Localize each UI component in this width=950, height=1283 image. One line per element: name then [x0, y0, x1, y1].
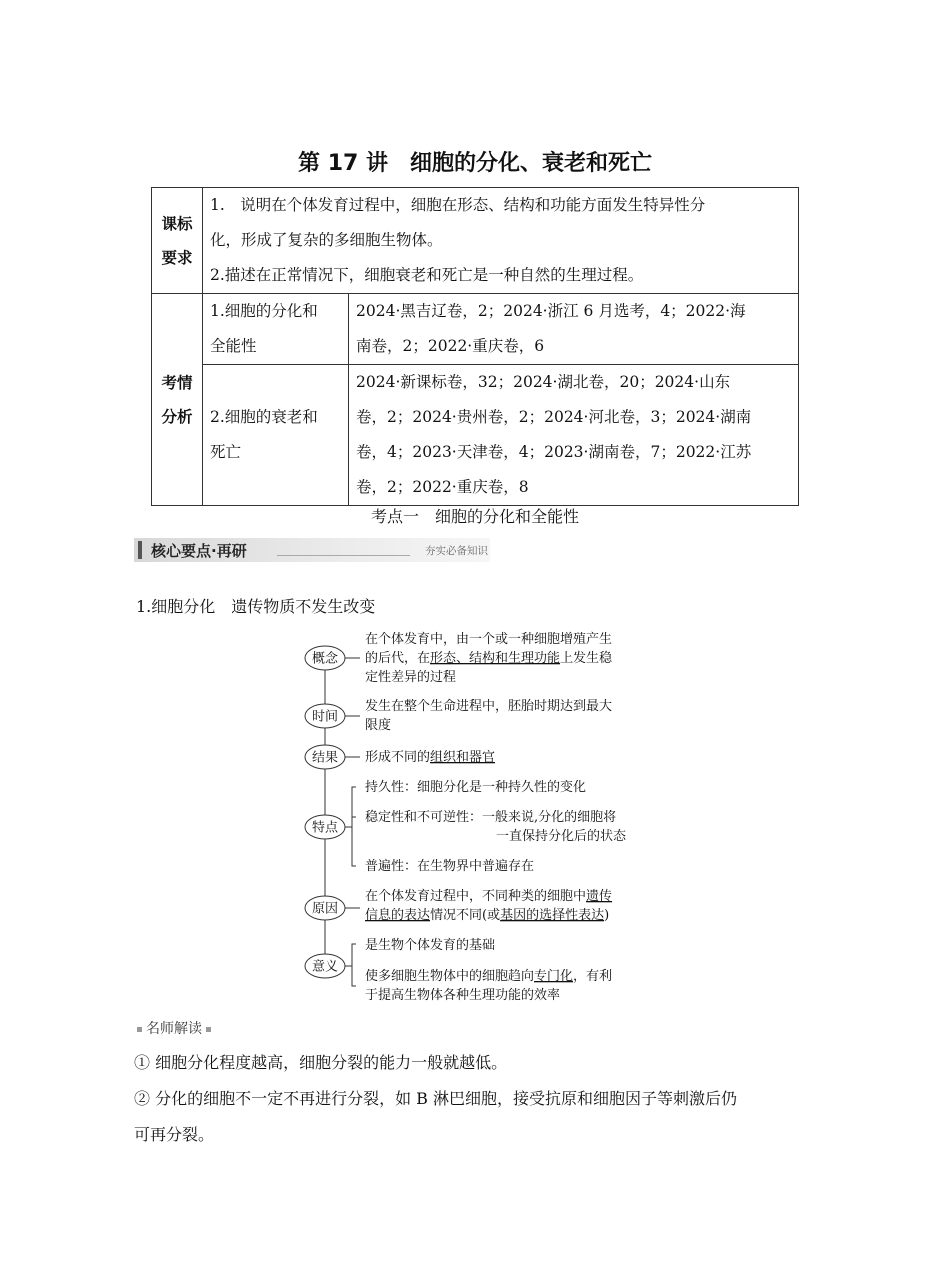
req-head-cell [152, 188, 203, 294]
concept-text: 定性差异的过程 [365, 670, 457, 685]
square-icon [206, 1027, 211, 1032]
meaning-text: 于提高生物体各种生理功能的效率 [365, 988, 561, 1003]
section-caption: 考点一 细胞的分化和全能性 [370, 507, 579, 526]
exams-line: 卷，4；2023·天津卷，4；2023·湖南卷，7；2022·江苏 [356, 443, 752, 461]
bracket-line [345, 787, 356, 866]
req-line: 1. 说明在个体发育过程中，细胞在形态、结构和功能方面发生特异性分 [210, 196, 706, 214]
result-text: 形成不同的组织和器官 [365, 750, 496, 765]
meaning-text: 使多细胞生物体中的细胞趋向专门化，有利 [365, 969, 613, 984]
exams-line: 卷，2；2022·重庆卷，8 [356, 478, 529, 496]
exams-cell [349, 365, 799, 506]
ana-head-cell [152, 294, 203, 506]
banner-label: 核心要点·再研 [151, 542, 247, 560]
exams-line: 2024·黑吉辽卷，2；2024·浙江 6 月选考，4；2022·海 [356, 302, 746, 320]
req-line: 2.描述在正常情况下，细胞衰老和死亡是一种自然的生理过程。 [210, 266, 644, 284]
table-row [152, 294, 799, 365]
req-head-line: 课标 [161, 213, 193, 233]
node-label: 原因 [311, 901, 339, 917]
note-2-cont: 可再分裂。 [134, 1125, 215, 1144]
exams-cell [349, 294, 799, 365]
req-content-cell [203, 188, 799, 294]
feature-text: 普遍性：在生物界中普遍存在 [365, 859, 535, 874]
concept-map [296, 622, 656, 1008]
topic-line: 1.细胞的分化和 [210, 302, 318, 320]
feature-text: 持久性：细胞分化是一种持久性的变化 [365, 780, 587, 795]
square-icon [137, 1027, 142, 1032]
topic-cell [203, 365, 349, 506]
node-label: 结果 [311, 750, 339, 766]
node-label: 特点 [311, 820, 339, 836]
cause-text: 信息的表达情况不同(或基因的选择性表达) [365, 908, 610, 923]
exams-line: 卷，2；2024·贵州卷，2；2024·河北卷，3；2024·湖南 [356, 408, 752, 426]
feature-text: 稳定性和不可逆性：一般来说,分化的细胞将 [365, 810, 617, 825]
topic-line: 死亡 [210, 443, 242, 461]
time-text: 发生在整个生命进程中，胚胎时期达到最大 [365, 699, 613, 714]
exams-line: 2024·新课标卷，32；2024·湖北卷，20；2024·山东 [356, 373, 731, 391]
node-label: 意义 [311, 959, 339, 975]
ana-head-line: 考情 [161, 372, 193, 392]
banner-tagline: 夯实必备知识 [425, 545, 488, 557]
table-row [152, 365, 799, 506]
concept-text: 在个体发育中，由一个或一种细胞增殖产生 [365, 632, 613, 647]
concept-text: 的后代，在形态、结构和生理功能上发生稳 [365, 651, 613, 666]
exams-line: 南卷，2；2022·重庆卷，6 [356, 337, 545, 355]
point-heading: 1.细胞分化 遗传物质不发生改变 [136, 597, 376, 616]
section-banner [134, 538, 490, 562]
curriculum-table [151, 187, 799, 506]
tip-label: 名师解读 [146, 1021, 202, 1037]
topic-line: 全能性 [210, 337, 257, 355]
node-label: 概念 [311, 651, 339, 667]
feature-text: 一直保持分化后的状态 [496, 829, 627, 844]
topic-cell [203, 294, 349, 365]
note-1: ① 细胞分化程度越高，细胞分裂的能力一般就越低。 [134, 1053, 508, 1072]
note-2: ② 分化的细胞不一定不再进行分裂，如 B 淋巴细胞，接受抗原和细胞因子等刺激后仍 [134, 1089, 738, 1108]
bracket-line [345, 944, 356, 986]
meaning-text: 是生物个体发育的基础 [365, 938, 496, 953]
node-label: 时间 [311, 709, 339, 725]
time-text: 限度 [365, 718, 392, 733]
cause-text: 在个体发育过程中，不同种类的细胞中遗传 [365, 889, 613, 904]
banner-rule [277, 555, 410, 556]
table-row [152, 188, 799, 294]
ana-head-line: 分析 [161, 406, 193, 426]
banner-bar [138, 541, 142, 559]
req-line: 化，形成了复杂的多细胞生物体。 [210, 231, 443, 249]
req-head-line: 要求 [161, 247, 193, 267]
page-title: 第 17 讲 细胞的分化、衰老和死亡 [298, 151, 652, 176]
tip-heading [133, 1018, 215, 1038]
topic-line: 2.细胞的衰老和 [210, 408, 318, 426]
